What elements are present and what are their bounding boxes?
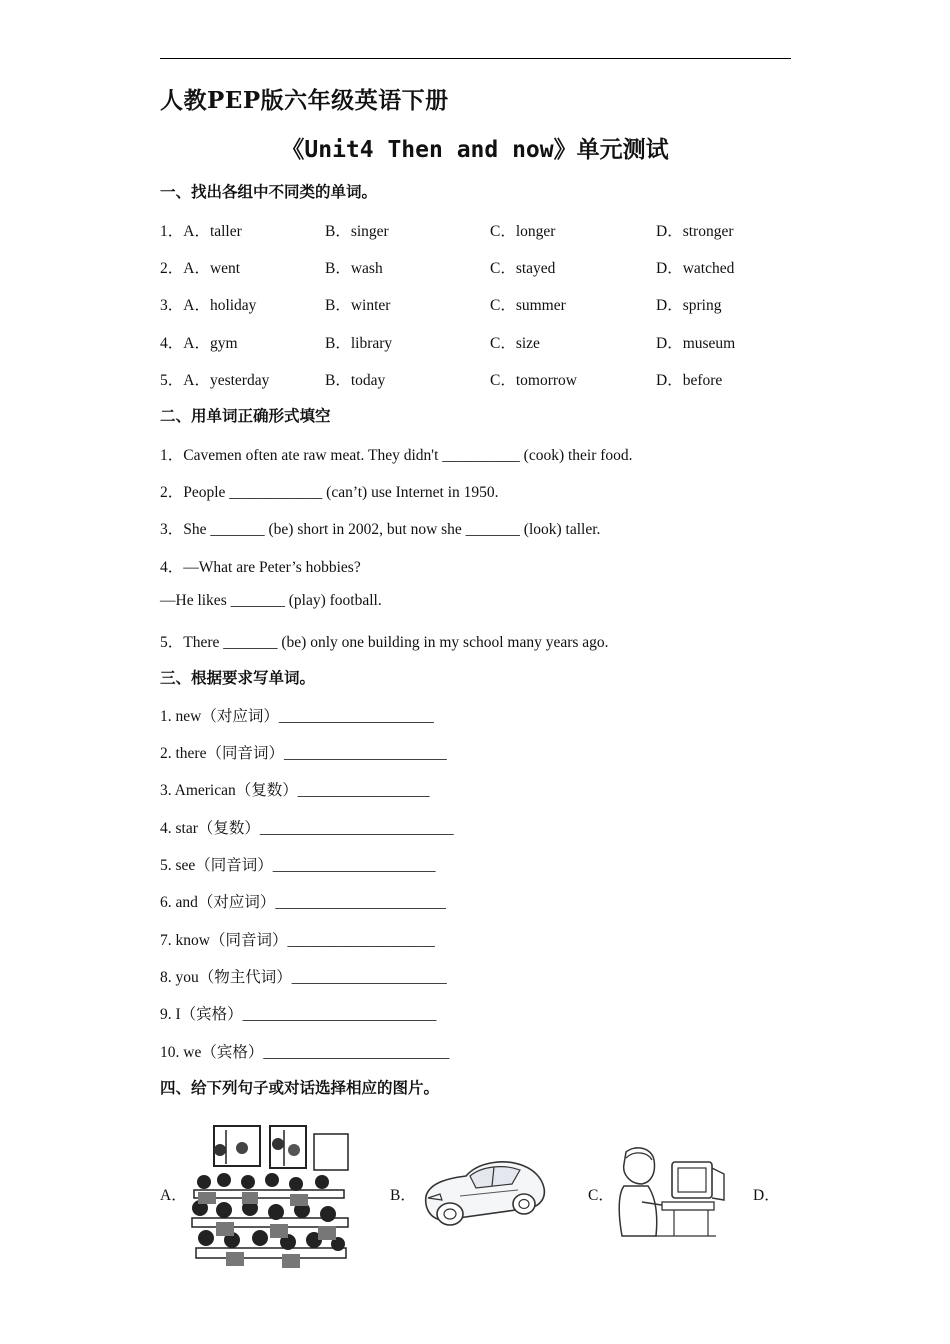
- classroom-picture: [190, 1120, 352, 1270]
- q5-option-c: C．tomorrow: [490, 372, 577, 389]
- fill-blank-answer-line: —He likes _______ (play) football.: [160, 592, 382, 609]
- section-2-heading: 二、用单词正确形式填空: [160, 407, 331, 425]
- q4-option-a: 4．A．gym: [160, 335, 238, 352]
- fill-blank-question: 5．There _______ (be) only one building in my school many years ago.: [160, 634, 609, 651]
- q1-option-a: 1．A．taller: [160, 223, 242, 240]
- word-question: 7. know（同音词）___________________: [160, 932, 435, 949]
- q3-option-c: C．summer: [490, 297, 566, 314]
- document-title: 人教PEP版六年级英语下册: [160, 87, 449, 114]
- fill-blank-question: 2．People ____________ (can’t) use Internet in 1950.: [160, 484, 499, 501]
- fill-blank-question: 3．She _______ (be) short in 2002, but now she _______ (look) taller.: [160, 521, 601, 538]
- q1-option-d: D．stronger: [656, 223, 734, 240]
- word-question: 5. see（同音词）_____________________: [160, 857, 436, 874]
- car-picture: [420, 1148, 548, 1240]
- word-question: 6. and（对应词）______________________: [160, 894, 446, 911]
- picture-label-a: A．: [160, 1187, 187, 1204]
- q2-option-b: B．wash: [325, 260, 383, 277]
- word-question: 9. I（宾格）_________________________: [160, 1006, 437, 1023]
- q3-option-b: B．winter: [325, 297, 391, 314]
- q4-option-b: B．library: [325, 335, 393, 352]
- picture-label-b: B．: [390, 1187, 416, 1204]
- fill-blank-question: 4．—What are Peter’s hobbies?: [160, 559, 361, 576]
- q4-option-c: C．size: [490, 335, 540, 352]
- computer-user-picture: [612, 1144, 730, 1240]
- q3-option-d: D．spring: [656, 297, 722, 314]
- q4-option-d: D．museum: [656, 335, 736, 352]
- section-1-heading: 一、找出各组中不同类的单词。: [160, 183, 378, 201]
- word-question: 3. American（复数）_________________: [160, 782, 430, 799]
- q2-option-c: C．stayed: [490, 260, 556, 277]
- q2-option-d: D．watched: [656, 260, 735, 277]
- header-rule: [160, 58, 791, 59]
- fill-blank-question: 1．Cavemen often ate raw meat. They didn't __________ (cook) their food.: [160, 447, 633, 464]
- picture-label-c: C．: [588, 1187, 614, 1204]
- q5-option-d: D．before: [656, 372, 723, 389]
- word-question: 4. star（复数）_________________________: [160, 820, 454, 837]
- section-3-heading: 三、根据要求写单词。: [160, 669, 316, 687]
- word-question: 1. new（对应词）____________________: [160, 708, 434, 725]
- word-question: 10. we（宾格）________________________: [160, 1044, 450, 1061]
- section-4-heading: 四、给下列句子或对话选择相应的图片。: [160, 1079, 440, 1097]
- picture-label-d: D．: [753, 1187, 780, 1204]
- q3-option-a: 3．A．holiday: [160, 297, 257, 314]
- word-question: 2. there（同音词）_____________________: [160, 745, 447, 762]
- q2-option-a: 2．A．went: [160, 260, 241, 277]
- q5-option-a: 5．A．yesterday: [160, 372, 270, 389]
- word-question: 8. you（物主代词）____________________: [160, 969, 447, 986]
- unit-title: 《Unit4 Then and now》单元测试: [281, 137, 669, 163]
- q1-option-c: C．longer: [490, 223, 556, 240]
- q1-option-b: B．singer: [325, 223, 389, 240]
- q5-option-b: B．today: [325, 372, 386, 389]
